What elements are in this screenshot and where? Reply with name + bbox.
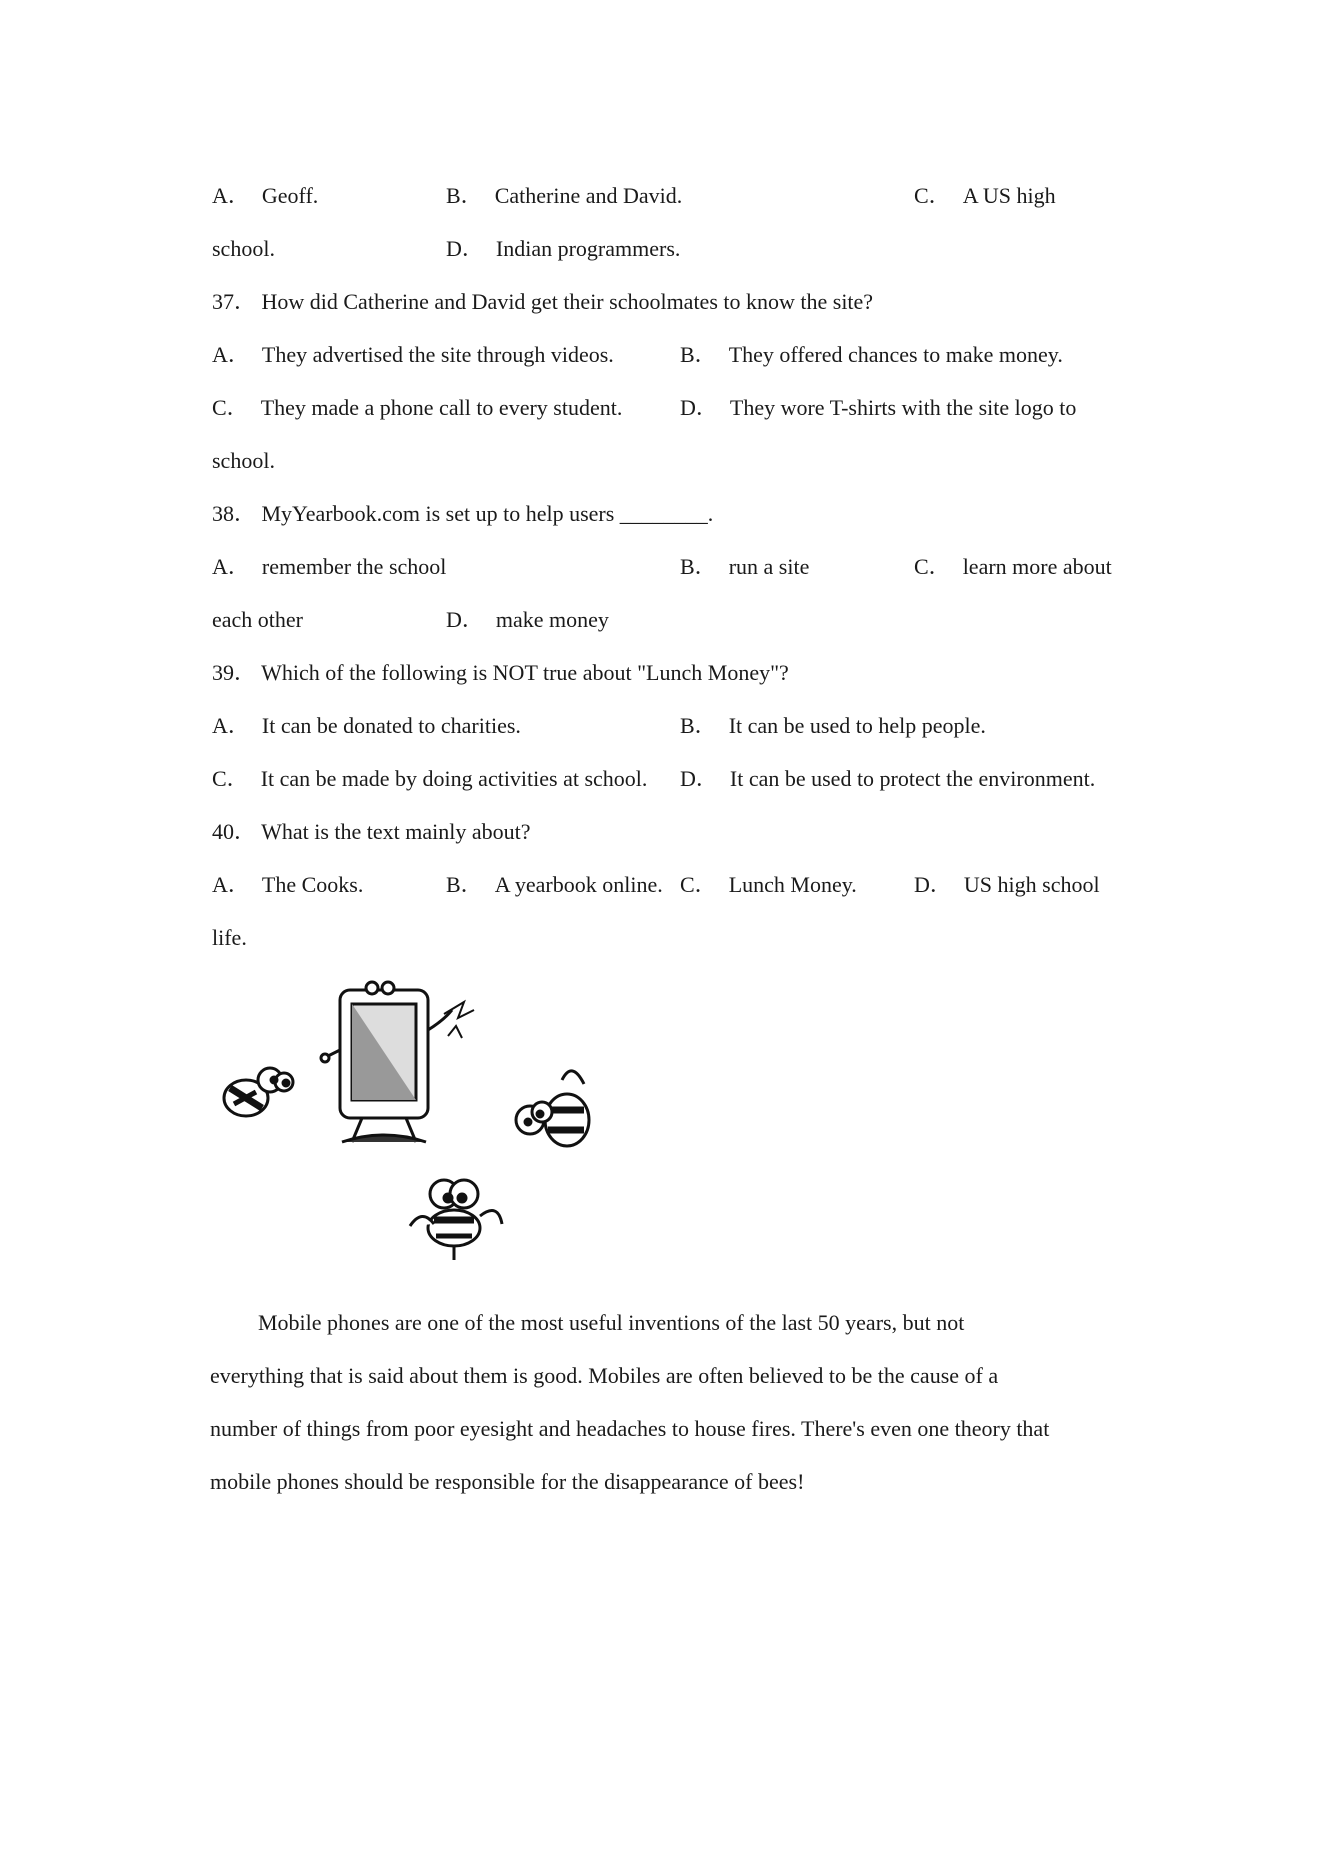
q38-options-row1	[212, 549, 1112, 585]
q39-options-row1	[212, 708, 1112, 744]
q38-option-d: D． make money	[446, 607, 609, 632]
cartoon-phone-with-bees-icon	[212, 980, 632, 1280]
q36-option-d: D． Indian programmers.	[446, 236, 681, 261]
q36-option-b: B． Catherine and David.	[446, 183, 683, 208]
q39-option-c: C． It can be made by doing activities at school.	[212, 766, 648, 791]
q38-option-c-cont: each other	[212, 607, 303, 632]
q38-option-b: B． run a site	[680, 554, 810, 579]
q39-options-row2	[212, 761, 1112, 797]
passage-paragraph	[210, 1296, 1110, 1508]
q37-options-row2	[212, 390, 1112, 426]
q40-option-b: B． A yearbook online.	[446, 872, 663, 897]
passage-line-4: mobile phones should be responsible for the disappearance of bees!	[210, 1469, 805, 1494]
q38-stem: 38． MyYearbook.com is set up to help users ________.	[212, 501, 714, 526]
q39-option-b: B． It can be used to help people.	[680, 713, 986, 738]
q40-option-d: D． US high school	[914, 872, 1100, 897]
q36-options-row1	[212, 178, 1112, 214]
q36-option-a: A． Geoff.	[212, 183, 319, 208]
q37-option-a: A． They advertised the site through videos.	[212, 342, 614, 367]
q40-option-c: C． Lunch Money.	[680, 872, 857, 897]
q37-option-d: D． They wore T-shirts with the site logo to	[680, 395, 1077, 420]
q38-options-row2	[212, 602, 1112, 638]
passage-line-3: number of things from poor eyesight and headaches to house fires. There's even one theory that	[210, 1416, 1050, 1441]
q37-option-c: C． They made a phone call to every student.	[212, 395, 623, 420]
q40-stem: 40． What is the text mainly about?	[212, 819, 531, 844]
q40-options-row1	[212, 867, 1112, 903]
q38-option-c: C． learn more about	[914, 554, 1112, 579]
q37-stem: 37． How did Catherine and David get their schoolmates to know the site?	[212, 289, 874, 314]
q38-option-a: A． remember the school	[212, 554, 447, 579]
passage-line-2: everything that is said about them is good. Mobiles are often believed to be the cause of a	[210, 1363, 999, 1388]
q36-options-row2	[212, 231, 1112, 267]
q36-option-c-cont: school.	[212, 236, 275, 261]
passage-line-1: Mobile phones are one of the most useful inventions of the last 50 years, but not	[258, 1310, 965, 1335]
q37-option-d-cont: school.	[212, 448, 275, 473]
q36-option-c: C． A US high	[914, 183, 1056, 208]
q40-option-d-cont: life.	[212, 925, 247, 950]
q39-option-a: A． It can be donated to charities.	[212, 713, 521, 738]
q40-option-a: A． The Cooks.	[212, 872, 364, 897]
q37-option-b: B． They offered chances to make money.	[680, 342, 1063, 367]
q39-option-d: D． It can be used to protect the environment.	[680, 766, 1096, 791]
q39-stem: 39． Which of the following is NOT true about "Lunch Money"?	[212, 660, 789, 685]
q37-options-row1	[212, 337, 1112, 373]
